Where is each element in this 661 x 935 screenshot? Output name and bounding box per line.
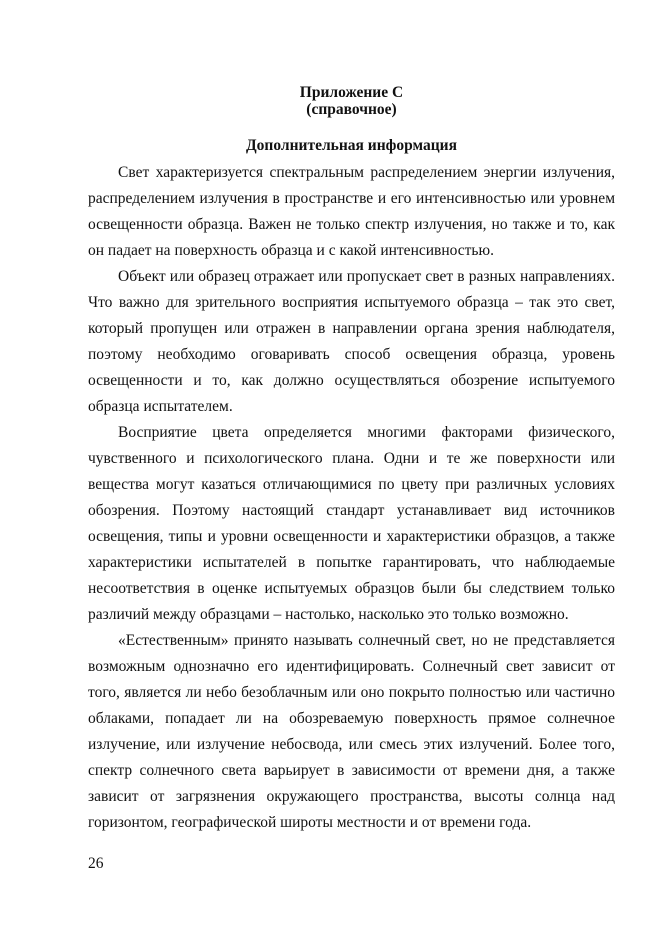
appendix-title: Приложение С	[299, 84, 404, 101]
document-page	[88, 84, 615, 836]
paragraph: Свет характеризуется спектральным распределением энергии излучения, распределением излучения в пространстве и его интенсивностью или уровнем освещенности образца. Важен не только спектр излучения, но также и то, как он падает на поверхность образца и с какой интенсивностью.	[88, 164, 615, 259]
section-title: Дополнительная информация	[246, 137, 457, 154]
page-number: 26	[88, 855, 104, 872]
paragraph: «Естественным» принято называть солнечный свет, но не представляется возможным однозначно его идентифицировать. Солнечный свет зависит от того, является ли небо безоблачным или оно покрыто полностью или частично облаками, попадает ли на обозреваемую поверхность прямое солнечное излучение, или излучение небосвода, или смесь этих излучений. Более того, спектр солнечного света варьирует в зависимости от времени дня, а также зависит от загрязнения окружающего пространства, высоты солнца над горизонтом, географической широты местности и от времени года.	[88, 632, 615, 831]
appendix-subtitle: (справочное)	[306, 101, 397, 118]
paragraph: Объект или образец отражает или пропускает свет в разных направлениях. Что важно для зрительного восприятия испытуемого образца – так это свет, который пропущен или отражен в направлении органа зрения наблюдателя, поэтому необходимо оговаривать способ освещения образца, уровень освещенности и то, как должно осуществляться обозрение испытуемого образца испытателем.	[88, 268, 615, 415]
paragraph: Восприятие цвета определяется многими факторами физического, чувственного и психологического плана. Одни и те же поверхности или вещества могут казаться отличающимися по цвету при различных условиях обозрения. Поэтому настоящий стандарт устанавливает вид источников освещения, типы и уровни освещенности и характеристики образцов, а также характеристики испытателей в попытке гарантировать, что наблюдаемые несоответствия в оценке испытуемых образцов были бы следствием только различий между образцами – настолько, насколько это только возможно.	[88, 424, 615, 623]
